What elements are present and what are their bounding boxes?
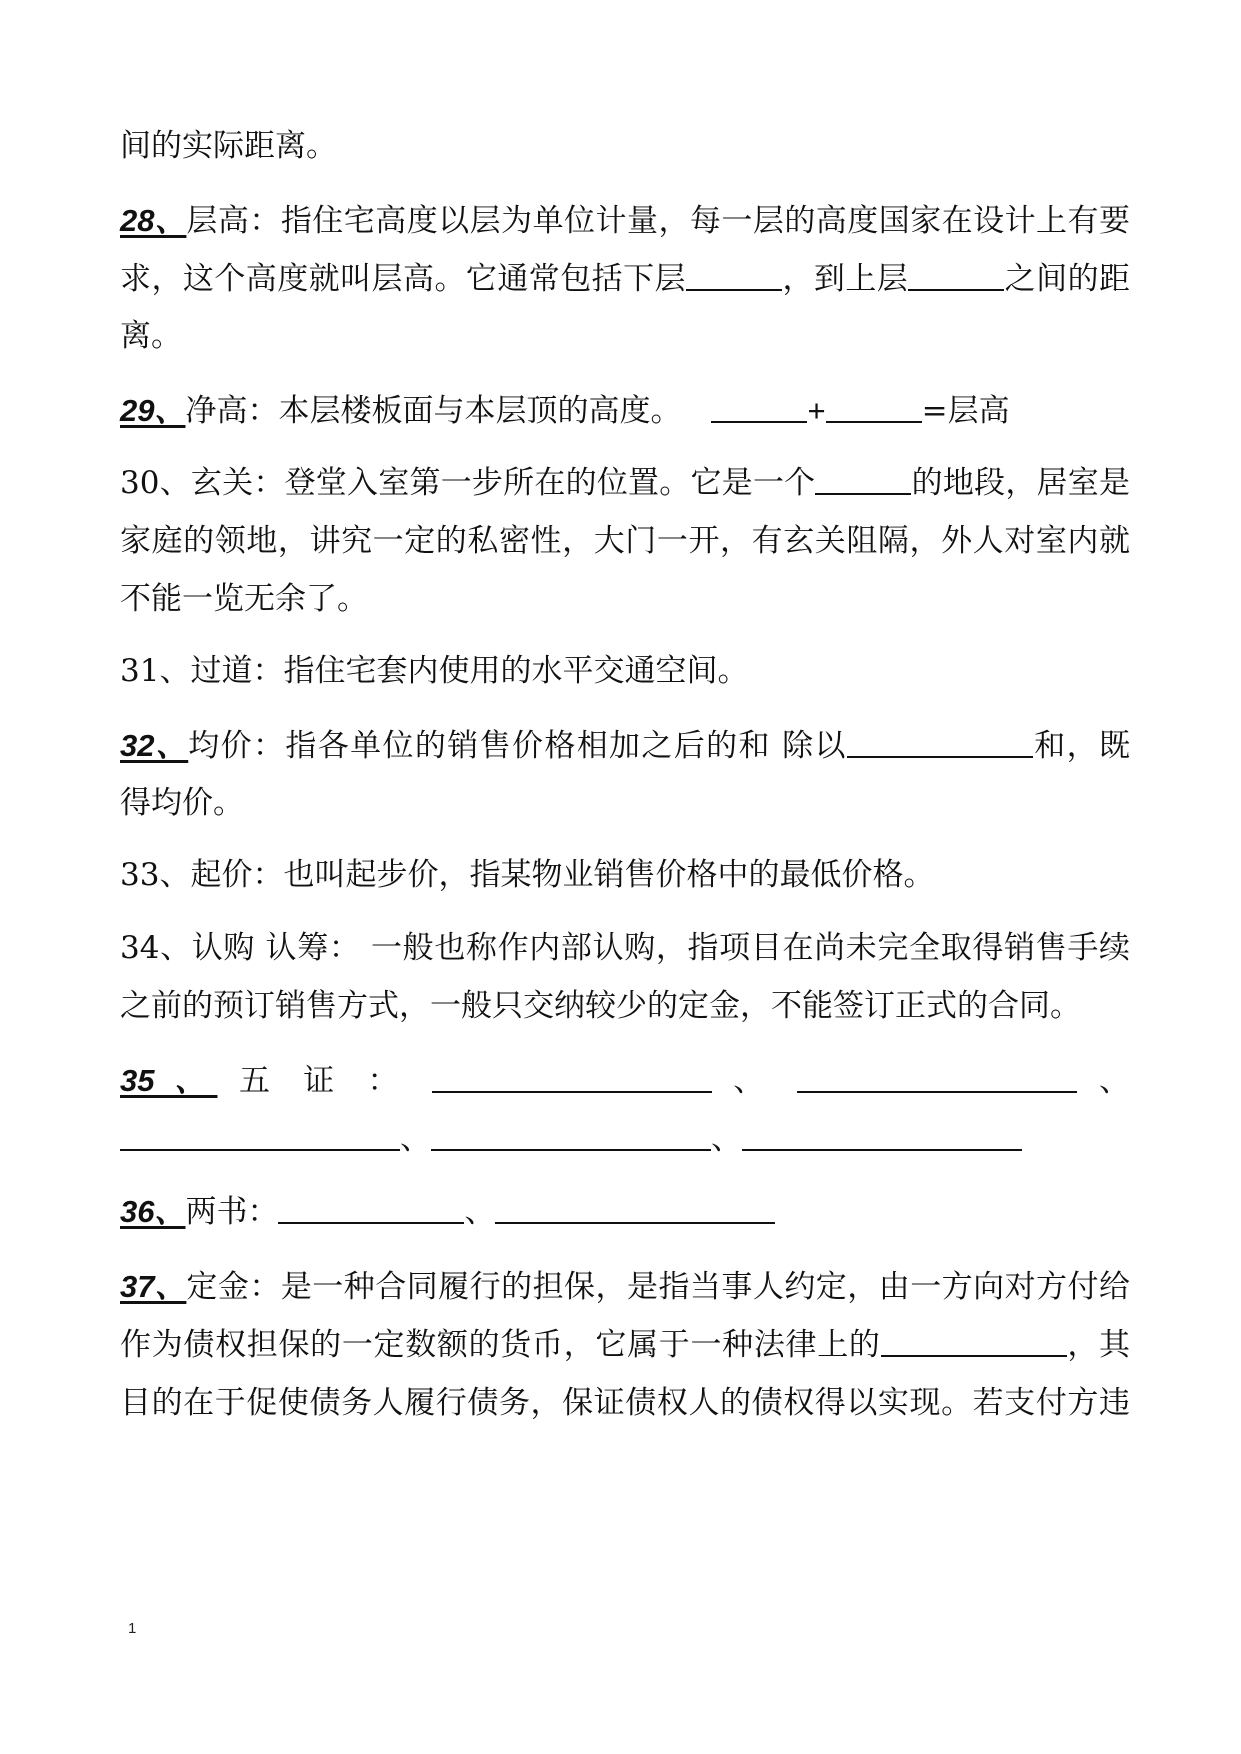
- separator: 、: [711, 1121, 742, 1157]
- page-number: 1: [128, 1620, 137, 1637]
- text: =层高: [921, 393, 1010, 429]
- item-28-line-3: [120, 311, 1130, 361]
- item-30-line-3: [120, 574, 1130, 624]
- item-number: 28、: [120, 203, 187, 238]
- item-35-line-1: [120, 1056, 1130, 1106]
- text: ，其: [1066, 1327, 1131, 1363]
- text: 31、过道：指住宅套内使用的水平交通空间。: [120, 653, 749, 689]
- item-33-line: [120, 850, 1130, 900]
- item-32-line-2: [120, 778, 1130, 828]
- item-28-line-1: [120, 196, 1130, 246]
- fill-blank: [711, 390, 807, 423]
- fill-blank: [278, 1191, 464, 1224]
- fill-blank: [847, 725, 1033, 758]
- text: 30、玄关：登堂入室第一步所在的位置。它是一个: [120, 465, 816, 501]
- item-number: 35 、: [120, 1063, 218, 1098]
- text: 得均价。: [120, 785, 244, 821]
- fill-blank: [431, 1118, 711, 1151]
- item-37-line-1: [120, 1262, 1130, 1312]
- text: 33、起价：也叫起步价，指某物业销售价格中的最低价格。: [120, 857, 935, 893]
- text: 不能一览无余了。: [120, 581, 368, 617]
- separator: 、: [1099, 1063, 1131, 1099]
- text: 作为债权担保的一定数额的货币，它属于一种法律上的: [120, 1327, 881, 1363]
- fill-blank: [881, 1324, 1067, 1357]
- text: 34、认购 认筹： 一般也称作内部认购，指项目在尚未完全取得销售手续: [120, 930, 1130, 966]
- text: 五 证 ：: [239, 1063, 411, 1099]
- fill-blank: [826, 390, 922, 423]
- plus-sign: +: [807, 393, 826, 428]
- item-30-line-1: [120, 458, 1130, 508]
- item-number: 36、: [120, 1194, 186, 1229]
- item-35-line-2: [120, 1114, 1130, 1164]
- text: 和，既: [1032, 728, 1131, 764]
- fill-blank: [120, 1118, 400, 1151]
- separator: 、: [400, 1121, 431, 1157]
- fill-blank: [742, 1118, 1022, 1151]
- fill-blank: [797, 1060, 1077, 1093]
- fill-blank: [495, 1191, 775, 1224]
- text: 家庭的领地，讲究一定的私密性，大门一开，有玄关阻隔，外人对室内就: [120, 523, 1130, 559]
- text: 离。: [120, 318, 182, 354]
- fill-blank: [432, 1060, 712, 1093]
- text: 均价：指各单位的销售价格相加之后的和 除以: [188, 728, 847, 764]
- item-36-line: [120, 1187, 1130, 1237]
- separator: 、: [464, 1194, 496, 1230]
- text: 目的在于促使债务人履行债务，保证债权人的债权得以实现。若支付方违: [120, 1385, 1130, 1421]
- item-28-line-2: [120, 254, 1130, 304]
- item-number: 32、: [120, 728, 189, 763]
- item-number: 37、: [120, 1269, 187, 1304]
- item-30-line-2: [120, 516, 1130, 566]
- text: 的地段，居室是: [911, 465, 1131, 501]
- text: 之前的预订销售方式，一般只交纳较少的定金，不能签订正式的合同。: [120, 988, 1081, 1024]
- fill-blank: [908, 258, 1004, 291]
- item-37-line-3: [120, 1378, 1130, 1428]
- item-34-line-1: [120, 923, 1130, 973]
- item-31-line: [120, 646, 1130, 696]
- text-line: [120, 121, 1130, 171]
- text: 层高：指住宅高度以层为单位计量，每一层的高度国家在设计上有要: [186, 203, 1130, 239]
- item-32-line-1: [120, 721, 1130, 771]
- text: 之间的距: [1004, 261, 1131, 297]
- separator: 、: [733, 1063, 776, 1099]
- fill-blank: [815, 462, 911, 495]
- text: 两书：: [185, 1194, 279, 1230]
- item-number: 29、: [120, 393, 186, 428]
- text: 求，这个高度就叫层高。它通常包括下层: [120, 261, 686, 297]
- item-29-line: [120, 386, 1130, 436]
- text: 定金：是一种合同履行的担保，是指当事人约定，由一方向对方付给: [186, 1269, 1130, 1305]
- text: 间的实际距离。: [120, 128, 337, 164]
- text: 净高：本层楼板面与本层顶的高度。: [185, 393, 682, 429]
- item-37-line-2: [120, 1320, 1130, 1370]
- fill-blank: [686, 258, 782, 291]
- item-34-line-2: [120, 981, 1130, 1031]
- text: ，到上层: [782, 261, 909, 297]
